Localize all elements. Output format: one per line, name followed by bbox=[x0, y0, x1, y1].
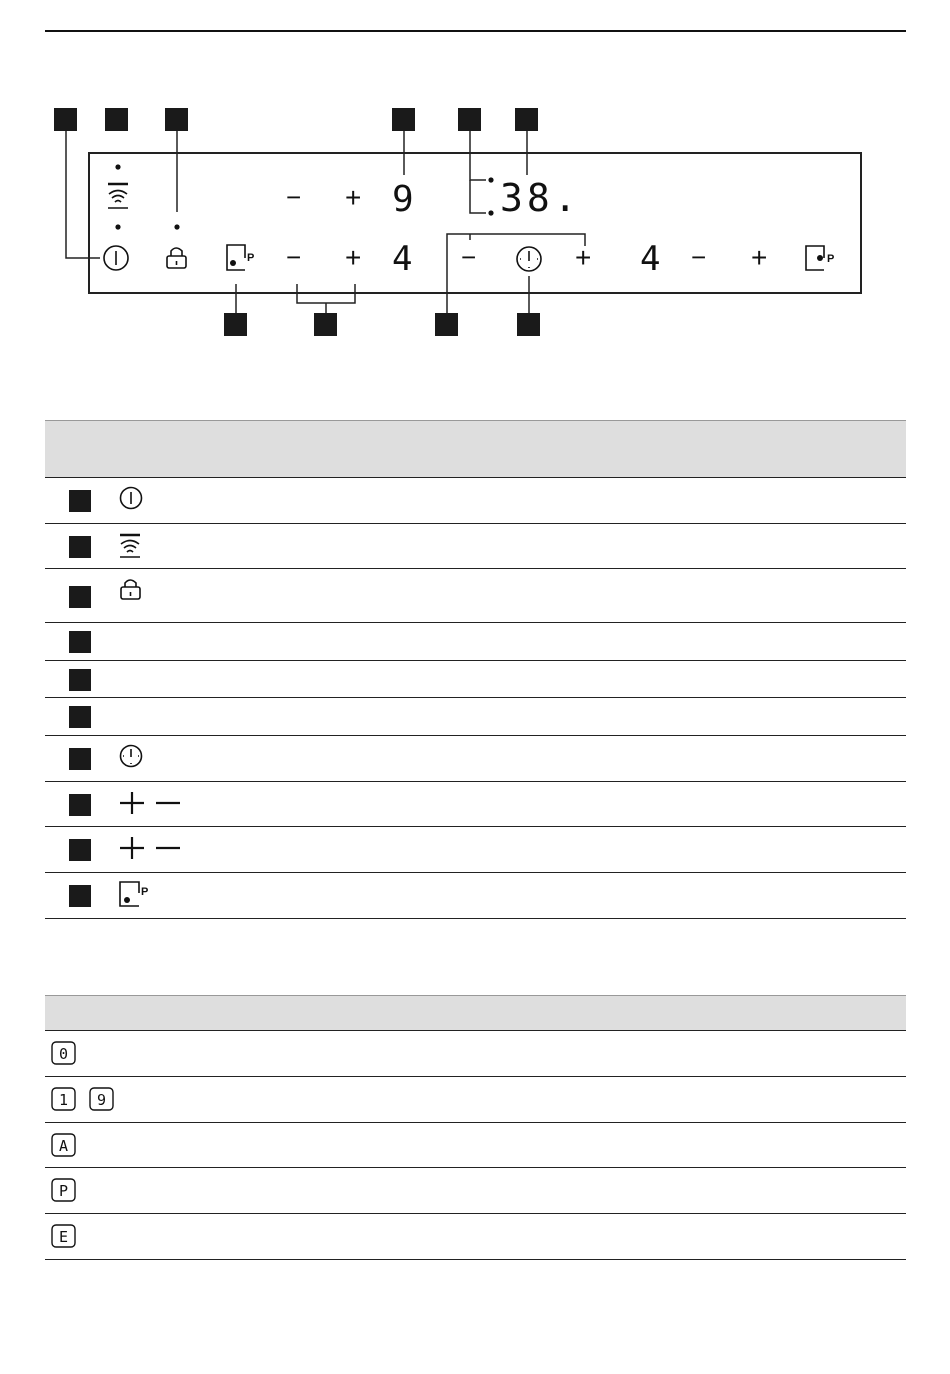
row-number-marker bbox=[69, 669, 91, 691]
pause-left-icon[interactable] bbox=[227, 245, 245, 270]
zone-lower-level: 4 bbox=[392, 239, 413, 279]
row-number-marker bbox=[69, 490, 91, 512]
svg-text:A: A bbox=[59, 1137, 69, 1155]
row-number-marker bbox=[69, 631, 91, 653]
pause-right-icon[interactable] bbox=[806, 246, 824, 270]
zone-right-minus[interactable]: − bbox=[691, 242, 707, 272]
display-glyph-e bbox=[51, 1224, 77, 1250]
pause-icon bbox=[119, 881, 153, 911]
svg-text:0: 0 bbox=[59, 1045, 69, 1063]
table-row bbox=[45, 478, 906, 524]
callout-2 bbox=[105, 108, 128, 131]
callout-10 bbox=[517, 313, 540, 336]
plus-minus-icon bbox=[119, 837, 189, 861]
timer-minus[interactable]: − bbox=[461, 242, 477, 272]
table-header bbox=[45, 995, 906, 1031]
row-number-marker bbox=[69, 586, 91, 608]
zone-right-level: 4 bbox=[640, 239, 661, 279]
display-glyph-0 bbox=[51, 1041, 77, 1067]
callout-9 bbox=[435, 313, 458, 336]
table-row bbox=[45, 873, 906, 919]
callout-5 bbox=[458, 108, 481, 131]
svg-text:1: 1 bbox=[59, 1091, 69, 1109]
table-row bbox=[45, 1077, 906, 1123]
row-number-marker bbox=[69, 839, 91, 861]
callout-1 bbox=[54, 108, 77, 131]
callout-7 bbox=[224, 313, 247, 336]
callout-8 bbox=[314, 313, 337, 336]
hob2hood-icon bbox=[119, 532, 149, 562]
power-icon bbox=[119, 486, 147, 514]
zone-left-plus[interactable]: + bbox=[345, 182, 362, 213]
callout-6 bbox=[515, 108, 538, 131]
table-row bbox=[45, 782, 906, 827]
table-row bbox=[45, 524, 906, 569]
timer-plus[interactable]: + bbox=[575, 242, 592, 273]
pause-right-label: P bbox=[827, 253, 835, 265]
display-glyph-p bbox=[51, 1178, 77, 1204]
table-row bbox=[45, 736, 906, 782]
table-row bbox=[45, 623, 906, 661]
table-row bbox=[45, 827, 906, 873]
svg-text:P: P bbox=[59, 1182, 69, 1200]
power-icon[interactable] bbox=[104, 246, 128, 270]
timer-display: 38. bbox=[500, 176, 581, 220]
timer-icon[interactable] bbox=[517, 247, 541, 271]
plus-minus-icon bbox=[119, 792, 189, 816]
svg-text:P: P bbox=[141, 886, 149, 898]
hob2hood-icon[interactable] bbox=[108, 184, 128, 208]
zone-left-level: 9 bbox=[392, 179, 414, 220]
display-glyph-1 bbox=[51, 1087, 77, 1113]
panel-frame bbox=[89, 153, 861, 293]
lock-icon bbox=[119, 578, 147, 606]
table-row bbox=[45, 569, 906, 623]
svg-text:E: E bbox=[59, 1228, 69, 1246]
table-row bbox=[45, 661, 906, 698]
table-header bbox=[45, 420, 906, 478]
callout-4 bbox=[392, 108, 415, 131]
sensor-fields-table bbox=[45, 420, 906, 919]
callout-3 bbox=[165, 108, 188, 131]
table-row bbox=[45, 1214, 906, 1260]
display-glyph-9 bbox=[89, 1087, 115, 1113]
row-number-marker bbox=[69, 748, 91, 770]
timer-icon bbox=[119, 744, 147, 772]
zone-lower-plus[interactable]: + bbox=[345, 242, 362, 273]
lock-icon[interactable] bbox=[167, 248, 186, 268]
table-row bbox=[45, 1123, 906, 1168]
table-row bbox=[45, 698, 906, 736]
pause-left-label: P bbox=[247, 252, 255, 264]
row-number-marker bbox=[69, 536, 91, 558]
control-panel-diagram bbox=[0, 0, 950, 360]
displays-table bbox=[45, 995, 906, 1260]
row-number-marker bbox=[69, 706, 91, 728]
row-number-marker bbox=[69, 794, 91, 816]
svg-text:9: 9 bbox=[97, 1091, 107, 1109]
table-row bbox=[45, 1031, 906, 1077]
row-number-marker bbox=[69, 885, 91, 907]
zone-left-minus[interactable]: − bbox=[286, 182, 302, 212]
zone-right-plus[interactable]: + bbox=[751, 242, 768, 273]
zone-lower-minus[interactable]: − bbox=[286, 242, 302, 272]
table-row bbox=[45, 1168, 906, 1214]
display-glyph-a bbox=[51, 1133, 77, 1159]
